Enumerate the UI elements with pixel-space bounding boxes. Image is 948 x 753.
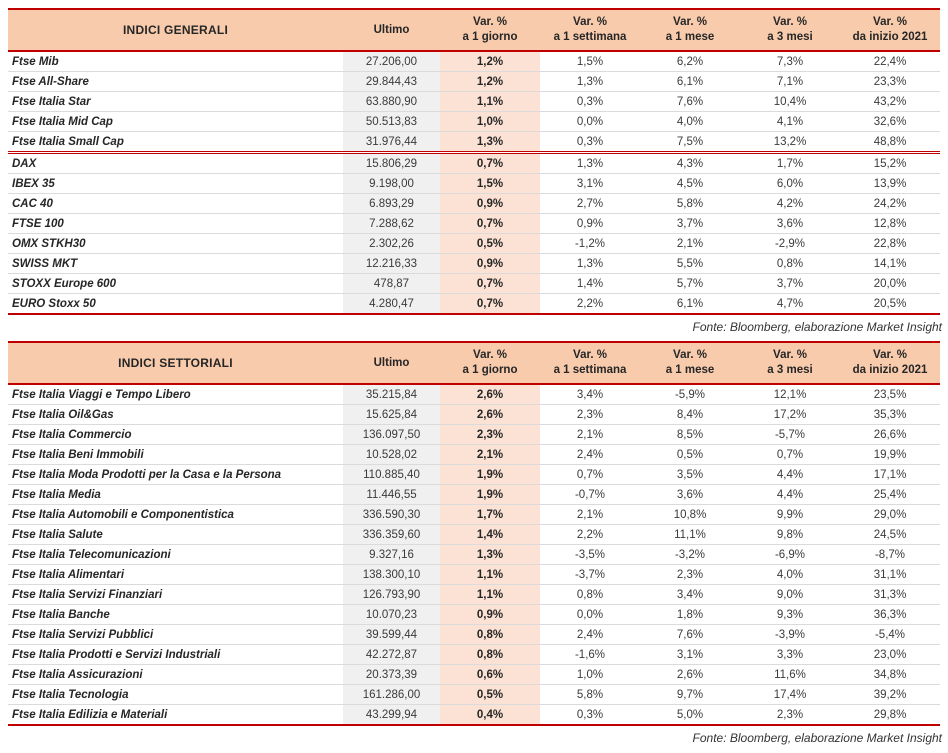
var-1-giorno-cell: 1,4% (440, 525, 540, 545)
var-1-settimana-cell: 2,1% (540, 505, 640, 525)
index-name-cell: Ftse Italia Tecnologia (8, 685, 343, 705)
var-1-giorno-cell: 2,6% (440, 384, 540, 405)
index-name-cell: Ftse Italia Servizi Pubblici (8, 625, 343, 645)
index-name-cell: Ftse Italia Star (8, 92, 343, 112)
index-name-cell: Ftse Italia Commercio (8, 425, 343, 445)
var-1-mese-cell: 8,4% (640, 405, 740, 425)
ultimo-value-cell: 42.272,87 (343, 645, 440, 665)
ultimo-value-cell: 138.300,10 (343, 565, 440, 585)
var-inizio-2021-cell: 29,0% (840, 505, 940, 525)
var-3-mesi-cell: 3,7% (740, 274, 840, 294)
var-1-settimana-cell: 1,0% (540, 665, 640, 685)
var-3-mesi-cell: 4,7% (740, 294, 840, 315)
var-inizio-2021-cell: 14,1% (840, 254, 940, 274)
table-row (8, 505, 940, 525)
var-1-mese-cell: 7,6% (640, 92, 740, 112)
table-row (8, 525, 940, 545)
var-3-mesi-cell: 4,1% (740, 112, 840, 132)
index-name-cell: Ftse Italia Moda Prodotti per la Casa e la Persona (8, 465, 343, 485)
var-inizio-2021-cell: 22,4% (840, 51, 940, 72)
indici-settoriali-body (8, 384, 940, 725)
var-1-giorno-cell: 1,1% (440, 565, 540, 585)
col-header-line1: Var. % (573, 349, 607, 361)
var-1-settimana-cell: 0,9% (540, 214, 640, 234)
var-1-giorno-cell: 1,0% (440, 112, 540, 132)
var-1-giorno-cell: 2,6% (440, 405, 540, 425)
col-header-line1: Var. % (773, 349, 807, 361)
var-3-mesi-cell: -5,7% (740, 425, 840, 445)
var-inizio-2021-cell: 23,3% (840, 72, 940, 92)
col-header-line2: a 3 mesi (767, 364, 813, 376)
var-1-giorno-cell: 0,8% (440, 645, 540, 665)
index-name-cell: SWISS MKT (8, 254, 343, 274)
var-1-giorno-cell: 0,9% (440, 605, 540, 625)
var-1-mese-cell: 10,8% (640, 505, 740, 525)
var-1-mese-cell: 8,5% (640, 425, 740, 445)
var-1-mese-cell: 11,1% (640, 525, 740, 545)
var-1-giorno-cell: 0,9% (440, 194, 540, 214)
ultimo-value-cell: 39.599,44 (343, 625, 440, 645)
table-row (8, 565, 940, 585)
var-1-mese-cell: 4,0% (640, 112, 740, 132)
var-1-mese-cell: -5,9% (640, 384, 740, 405)
var-1-settimana-cell: 3,4% (540, 384, 640, 405)
index-name-cell: Ftse Italia Mid Cap (8, 112, 343, 132)
ultimo-value-cell: 7.288,62 (343, 214, 440, 234)
var-1-mese-cell: 2,1% (640, 234, 740, 254)
var-inizio-2021-cell: -8,7% (840, 545, 940, 565)
var-inizio-2021-cell: 35,3% (840, 405, 940, 425)
var-1-giorno-cell: 0,7% (440, 153, 540, 174)
table-title-indici-generali: INDICI GENERALI (8, 9, 343, 51)
var-1-settimana-cell: -1,6% (540, 645, 640, 665)
table-row (8, 485, 940, 505)
var-1-giorno-cell: 1,5% (440, 174, 540, 194)
ultimo-value-cell: 11.446,55 (343, 485, 440, 505)
index-name-cell: Ftse Italia Oil&Gas (8, 405, 343, 425)
ultimo-value-cell: 110.885,40 (343, 465, 440, 485)
ultimo-value-cell: 50.513,83 (343, 112, 440, 132)
var-1-settimana-cell: 1,3% (540, 72, 640, 92)
var-1-mese-cell: 3,1% (640, 645, 740, 665)
var-3-mesi-cell: 3,3% (740, 645, 840, 665)
col-header-line1: Var. % (573, 16, 607, 28)
var-1-mese-cell: -3,2% (640, 545, 740, 565)
index-name-cell: Ftse Italia Edilizia e Materiali (8, 705, 343, 726)
col-header-line1: Var. % (673, 16, 707, 28)
ultimo-value-cell: 10.070,23 (343, 605, 440, 625)
var-inizio-2021-cell: 48,8% (840, 132, 940, 153)
var-1-giorno-cell: 0,7% (440, 214, 540, 234)
var-1-settimana-cell: 2,2% (540, 525, 640, 545)
var-3-mesi-cell: -3,9% (740, 625, 840, 645)
table-row (8, 445, 940, 465)
var-3-mesi-cell: -2,9% (740, 234, 840, 254)
var-3-mesi-cell: 9,3% (740, 605, 840, 625)
index-name-cell: Ftse Italia Viaggi e Tempo Libero (8, 384, 343, 405)
var-1-mese-cell: 0,5% (640, 445, 740, 465)
col-header-line2: a 1 giorno (462, 31, 518, 43)
index-name-cell: Ftse Italia Media (8, 485, 343, 505)
var-1-giorno-cell: 1,9% (440, 465, 540, 485)
var-3-mesi-cell: 4,4% (740, 465, 840, 485)
indici-settoriali-section (8, 341, 940, 752)
index-name-cell: Ftse Italia Prodotti e Servizi Industriali (8, 645, 343, 665)
var-inizio-2021-cell: 29,8% (840, 705, 940, 726)
var-3-mesi-cell: 1,7% (740, 153, 840, 174)
var-1-giorno-cell: 0,5% (440, 234, 540, 254)
var-1-mese-cell: 2,6% (640, 665, 740, 685)
var-1-mese-cell: 6,1% (640, 72, 740, 92)
var-1-mese-cell: 6,1% (640, 294, 740, 315)
source-note: Fonte: Bloomberg, elaborazione Market Insight (692, 320, 942, 334)
var-1-giorno-cell: 0,7% (440, 294, 540, 315)
table-row (8, 132, 940, 153)
index-name-cell: Ftse Italia Beni Immobili (8, 445, 343, 465)
var-1-settimana-cell: 3,1% (540, 174, 640, 194)
indici-generali-body (8, 51, 940, 314)
col-header-line1: Var. % (673, 349, 707, 361)
var-1-mese-cell: 9,7% (640, 685, 740, 705)
var-inizio-2021-cell: 36,3% (840, 605, 940, 625)
var-3-mesi-cell: 0,7% (740, 445, 840, 465)
col-header-line1: Var. % (773, 16, 807, 28)
table-row (8, 625, 940, 645)
var-1-settimana-cell: 5,8% (540, 685, 640, 705)
var-inizio-2021-cell: 43,2% (840, 92, 940, 112)
table-row (8, 705, 940, 726)
ultimo-value-cell: 43.299,94 (343, 705, 440, 726)
table-row (8, 234, 940, 254)
ultimo-value-cell: 63.880,90 (343, 92, 440, 112)
table-row (8, 194, 940, 214)
var-3-mesi-cell: 17,2% (740, 405, 840, 425)
ultimo-value-cell: 6.893,29 (343, 194, 440, 214)
col-header-var-1-giorno (440, 342, 540, 384)
ultimo-value-cell: 9.198,00 (343, 174, 440, 194)
ultimo-value-cell: 9.327,16 (343, 545, 440, 565)
var-1-settimana-cell: -3,7% (540, 565, 640, 585)
table-row (8, 72, 940, 92)
col-header-line2: a 1 mese (665, 364, 715, 376)
var-1-giorno-cell: 0,6% (440, 665, 540, 685)
var-inizio-2021-cell: -5,4% (840, 625, 940, 645)
index-name-cell: DAX (8, 153, 343, 174)
col-header-var-inizio-2021 (840, 9, 940, 51)
var-1-mese-cell: 5,7% (640, 274, 740, 294)
var-1-settimana-cell: -0,7% (540, 485, 640, 505)
var-1-settimana-cell: 1,3% (540, 153, 640, 174)
ultimo-value-cell: 12.216,33 (343, 254, 440, 274)
table-title-indici-settoriali: INDICI SETTORIALI (8, 342, 343, 384)
var-1-settimana-cell: 0,0% (540, 112, 640, 132)
var-3-mesi-cell: 11,6% (740, 665, 840, 685)
indici-settoriali-header (8, 342, 940, 384)
var-1-mese-cell: 3,4% (640, 585, 740, 605)
table-row (8, 405, 940, 425)
var-1-mese-cell: 5,0% (640, 705, 740, 726)
header-row (8, 9, 940, 51)
var-1-settimana-cell: 0,8% (540, 585, 640, 605)
var-inizio-2021-cell: 17,1% (840, 465, 940, 485)
var-1-giorno-cell: 1,1% (440, 585, 540, 605)
var-1-giorno-cell: 1,2% (440, 72, 540, 92)
ultimo-value-cell: 15.806,29 (343, 153, 440, 174)
index-name-cell: EURO Stoxx 50 (8, 294, 343, 315)
index-name-cell: OMX STKH30 (8, 234, 343, 254)
col-header-line2: a 1 settimana (553, 31, 627, 43)
table-row (8, 645, 940, 665)
table-row (8, 153, 940, 174)
col-header-var-inizio-2021 (840, 342, 940, 384)
var-1-mese-cell: 1,8% (640, 605, 740, 625)
var-1-giorno-cell: 1,9% (440, 485, 540, 505)
var-1-settimana-cell: 0,3% (540, 705, 640, 726)
var-1-mese-cell: 6,2% (640, 51, 740, 72)
col-header-ultimo: Ultimo (343, 9, 440, 51)
var-3-mesi-cell: 17,4% (740, 685, 840, 705)
var-inizio-2021-cell: 32,6% (840, 112, 940, 132)
var-1-settimana-cell: 0,3% (540, 132, 640, 153)
var-inizio-2021-cell: 22,8% (840, 234, 940, 254)
var-1-giorno-cell: 1,2% (440, 51, 540, 72)
var-1-settimana-cell: 2,1% (540, 425, 640, 445)
var-inizio-2021-cell: 25,4% (840, 485, 940, 505)
ultimo-value-cell: 10.528,02 (343, 445, 440, 465)
var-inizio-2021-cell: 31,3% (840, 585, 940, 605)
var-1-settimana-cell: 1,3% (540, 254, 640, 274)
var-1-giorno-cell: 0,7% (440, 274, 540, 294)
col-header-var-1-giorno (440, 9, 540, 51)
var-3-mesi-cell: 9,0% (740, 585, 840, 605)
var-1-mese-cell: 3,5% (640, 465, 740, 485)
index-name-cell: Ftse Italia Salute (8, 525, 343, 545)
var-inizio-2021-cell: 15,2% (840, 153, 940, 174)
table-row (8, 685, 940, 705)
ultimo-value-cell: 27.206,00 (343, 51, 440, 72)
var-3-mesi-cell: -6,9% (740, 545, 840, 565)
var-3-mesi-cell: 2,3% (740, 705, 840, 726)
var-1-giorno-cell: 1,3% (440, 545, 540, 565)
var-1-giorno-cell: 0,9% (440, 254, 540, 274)
table-row (8, 274, 940, 294)
index-name-cell: Ftse Italia Banche (8, 605, 343, 625)
ultimo-value-cell: 161.286,00 (343, 685, 440, 705)
var-3-mesi-cell: 3,6% (740, 214, 840, 234)
var-1-settimana-cell: 2,3% (540, 405, 640, 425)
col-header-line1: Var. % (873, 16, 907, 28)
col-header-ultimo: Ultimo (343, 342, 440, 384)
var-1-mese-cell: 2,3% (640, 565, 740, 585)
index-name-cell: STOXX Europe 600 (8, 274, 343, 294)
table-row (8, 51, 940, 72)
var-1-mese-cell: 4,5% (640, 174, 740, 194)
ultimo-value-cell: 336.590,30 (343, 505, 440, 525)
var-inizio-2021-cell: 12,8% (840, 214, 940, 234)
var-3-mesi-cell: 9,9% (740, 505, 840, 525)
var-inizio-2021-cell: 34,8% (840, 665, 940, 685)
var-3-mesi-cell: 4,4% (740, 485, 840, 505)
table-row (8, 112, 940, 132)
table-row (8, 214, 940, 234)
table-row (8, 585, 940, 605)
var-3-mesi-cell: 7,1% (740, 72, 840, 92)
var-3-mesi-cell: 7,3% (740, 51, 840, 72)
ultimo-value-cell: 29.844,43 (343, 72, 440, 92)
var-inizio-2021-cell: 23,5% (840, 384, 940, 405)
indici-generali-table (8, 8, 940, 315)
var-1-settimana-cell: -1,2% (540, 234, 640, 254)
var-1-giorno-cell: 1,3% (440, 132, 540, 153)
col-header-line1: Var. % (473, 16, 507, 28)
index-name-cell: Ftse All-Share (8, 72, 343, 92)
var-inizio-2021-cell: 31,1% (840, 565, 940, 585)
var-1-giorno-cell: 1,7% (440, 505, 540, 525)
index-name-cell: Ftse Italia Automobili e Componentistica (8, 505, 343, 525)
col-header-line2: da inizio 2021 (852, 364, 928, 376)
var-inizio-2021-cell: 20,0% (840, 274, 940, 294)
var-1-mese-cell: 3,6% (640, 485, 740, 505)
ultimo-value-cell: 478,87 (343, 274, 440, 294)
col-header-line1: Var. % (873, 349, 907, 361)
col-header-line2: a 1 giorno (462, 364, 518, 376)
var-1-settimana-cell: 2,4% (540, 625, 640, 645)
var-1-settimana-cell: 0,0% (540, 605, 640, 625)
col-header-line1: Var. % (473, 349, 507, 361)
indici-generali-header (8, 9, 940, 51)
index-name-cell: Ftse Mib (8, 51, 343, 72)
var-3-mesi-cell: 10,4% (740, 92, 840, 112)
col-header-var-3-mesi (740, 342, 840, 384)
index-name-cell: Ftse Italia Servizi Finanziari (8, 585, 343, 605)
var-3-mesi-cell: 4,2% (740, 194, 840, 214)
table-row (8, 294, 940, 315)
col-header-var-1-mese (640, 342, 740, 384)
table-row (8, 605, 940, 625)
index-name-cell: IBEX 35 (8, 174, 343, 194)
var-inizio-2021-cell: 24,5% (840, 525, 940, 545)
var-1-settimana-cell: 0,3% (540, 92, 640, 112)
var-1-mese-cell: 3,7% (640, 214, 740, 234)
var-1-giorno-cell: 0,5% (440, 685, 540, 705)
header-row (8, 342, 940, 384)
col-header-var-3-mesi (740, 9, 840, 51)
var-inizio-2021-cell: 19,9% (840, 445, 940, 465)
table-row (8, 425, 940, 445)
var-inizio-2021-cell: 13,9% (840, 174, 940, 194)
var-3-mesi-cell: 0,8% (740, 254, 840, 274)
var-1-settimana-cell: 1,5% (540, 51, 640, 72)
var-1-mese-cell: 7,5% (640, 132, 740, 153)
ultimo-value-cell: 136.097,50 (343, 425, 440, 445)
col-header-var-1-mese (640, 9, 740, 51)
col-header-line2: a 3 mesi (767, 31, 813, 43)
ultimo-value-cell: 31.976,44 (343, 132, 440, 153)
col-header-line2: a 1 settimana (553, 364, 627, 376)
table-row (8, 92, 940, 112)
var-1-mese-cell: 7,6% (640, 625, 740, 645)
ultimo-value-cell: 4.280,47 (343, 294, 440, 315)
ultimo-value-cell: 126.793,90 (343, 585, 440, 605)
index-name-cell: Ftse Italia Assicurazioni (8, 665, 343, 685)
index-name-cell: Ftse Italia Alimentari (8, 565, 343, 585)
indici-generali-section (8, 8, 940, 341)
var-3-mesi-cell: 13,2% (740, 132, 840, 153)
source-note: Fonte: Bloomberg, elaborazione Market Insight (692, 731, 942, 745)
table-row (8, 174, 940, 194)
col-header-var-1-settimana (540, 9, 640, 51)
var-1-giorno-cell: 2,1% (440, 445, 540, 465)
var-1-settimana-cell: 2,2% (540, 294, 640, 315)
col-header-line2: a 1 mese (665, 31, 715, 43)
var-inizio-2021-cell: 24,2% (840, 194, 940, 214)
ultimo-value-cell: 35.215,84 (343, 384, 440, 405)
table-row (8, 665, 940, 685)
ultimo-value-cell: 2.302,26 (343, 234, 440, 254)
var-1-giorno-cell: 2,3% (440, 425, 540, 445)
var-1-giorno-cell: 1,1% (440, 92, 540, 112)
index-name-cell: Ftse Italia Small Cap (8, 132, 343, 153)
var-inizio-2021-cell: 39,2% (840, 685, 940, 705)
table-row (8, 384, 940, 405)
var-inizio-2021-cell: 20,5% (840, 294, 940, 315)
var-1-giorno-cell: 0,4% (440, 705, 540, 726)
var-1-mese-cell: 4,3% (640, 153, 740, 174)
var-inizio-2021-cell: 23,0% (840, 645, 940, 665)
var-1-mese-cell: 5,8% (640, 194, 740, 214)
index-name-cell: Ftse Italia Telecomunicazioni (8, 545, 343, 565)
ultimo-value-cell: 336.359,60 (343, 525, 440, 545)
col-header-line2: da inizio 2021 (852, 31, 928, 43)
var-1-settimana-cell: 2,4% (540, 445, 640, 465)
var-1-giorno-cell: 0,8% (440, 625, 540, 645)
index-name-cell: CAC 40 (8, 194, 343, 214)
col-header-var-1-settimana (540, 342, 640, 384)
var-1-settimana-cell: 0,7% (540, 465, 640, 485)
table-row (8, 465, 940, 485)
var-1-mese-cell: 5,5% (640, 254, 740, 274)
table-row (8, 545, 940, 565)
var-1-settimana-cell: -3,5% (540, 545, 640, 565)
var-3-mesi-cell: 12,1% (740, 384, 840, 405)
var-inizio-2021-cell: 26,6% (840, 425, 940, 445)
ultimo-value-cell: 15.625,84 (343, 405, 440, 425)
var-3-mesi-cell: 9,8% (740, 525, 840, 545)
ultimo-value-cell: 20.373,39 (343, 665, 440, 685)
var-3-mesi-cell: 4,0% (740, 565, 840, 585)
var-3-mesi-cell: 6,0% (740, 174, 840, 194)
table-row (8, 254, 940, 274)
indici-settoriali-table (8, 341, 940, 726)
var-1-settimana-cell: 2,7% (540, 194, 640, 214)
var-1-settimana-cell: 1,4% (540, 274, 640, 294)
index-name-cell: FTSE 100 (8, 214, 343, 234)
